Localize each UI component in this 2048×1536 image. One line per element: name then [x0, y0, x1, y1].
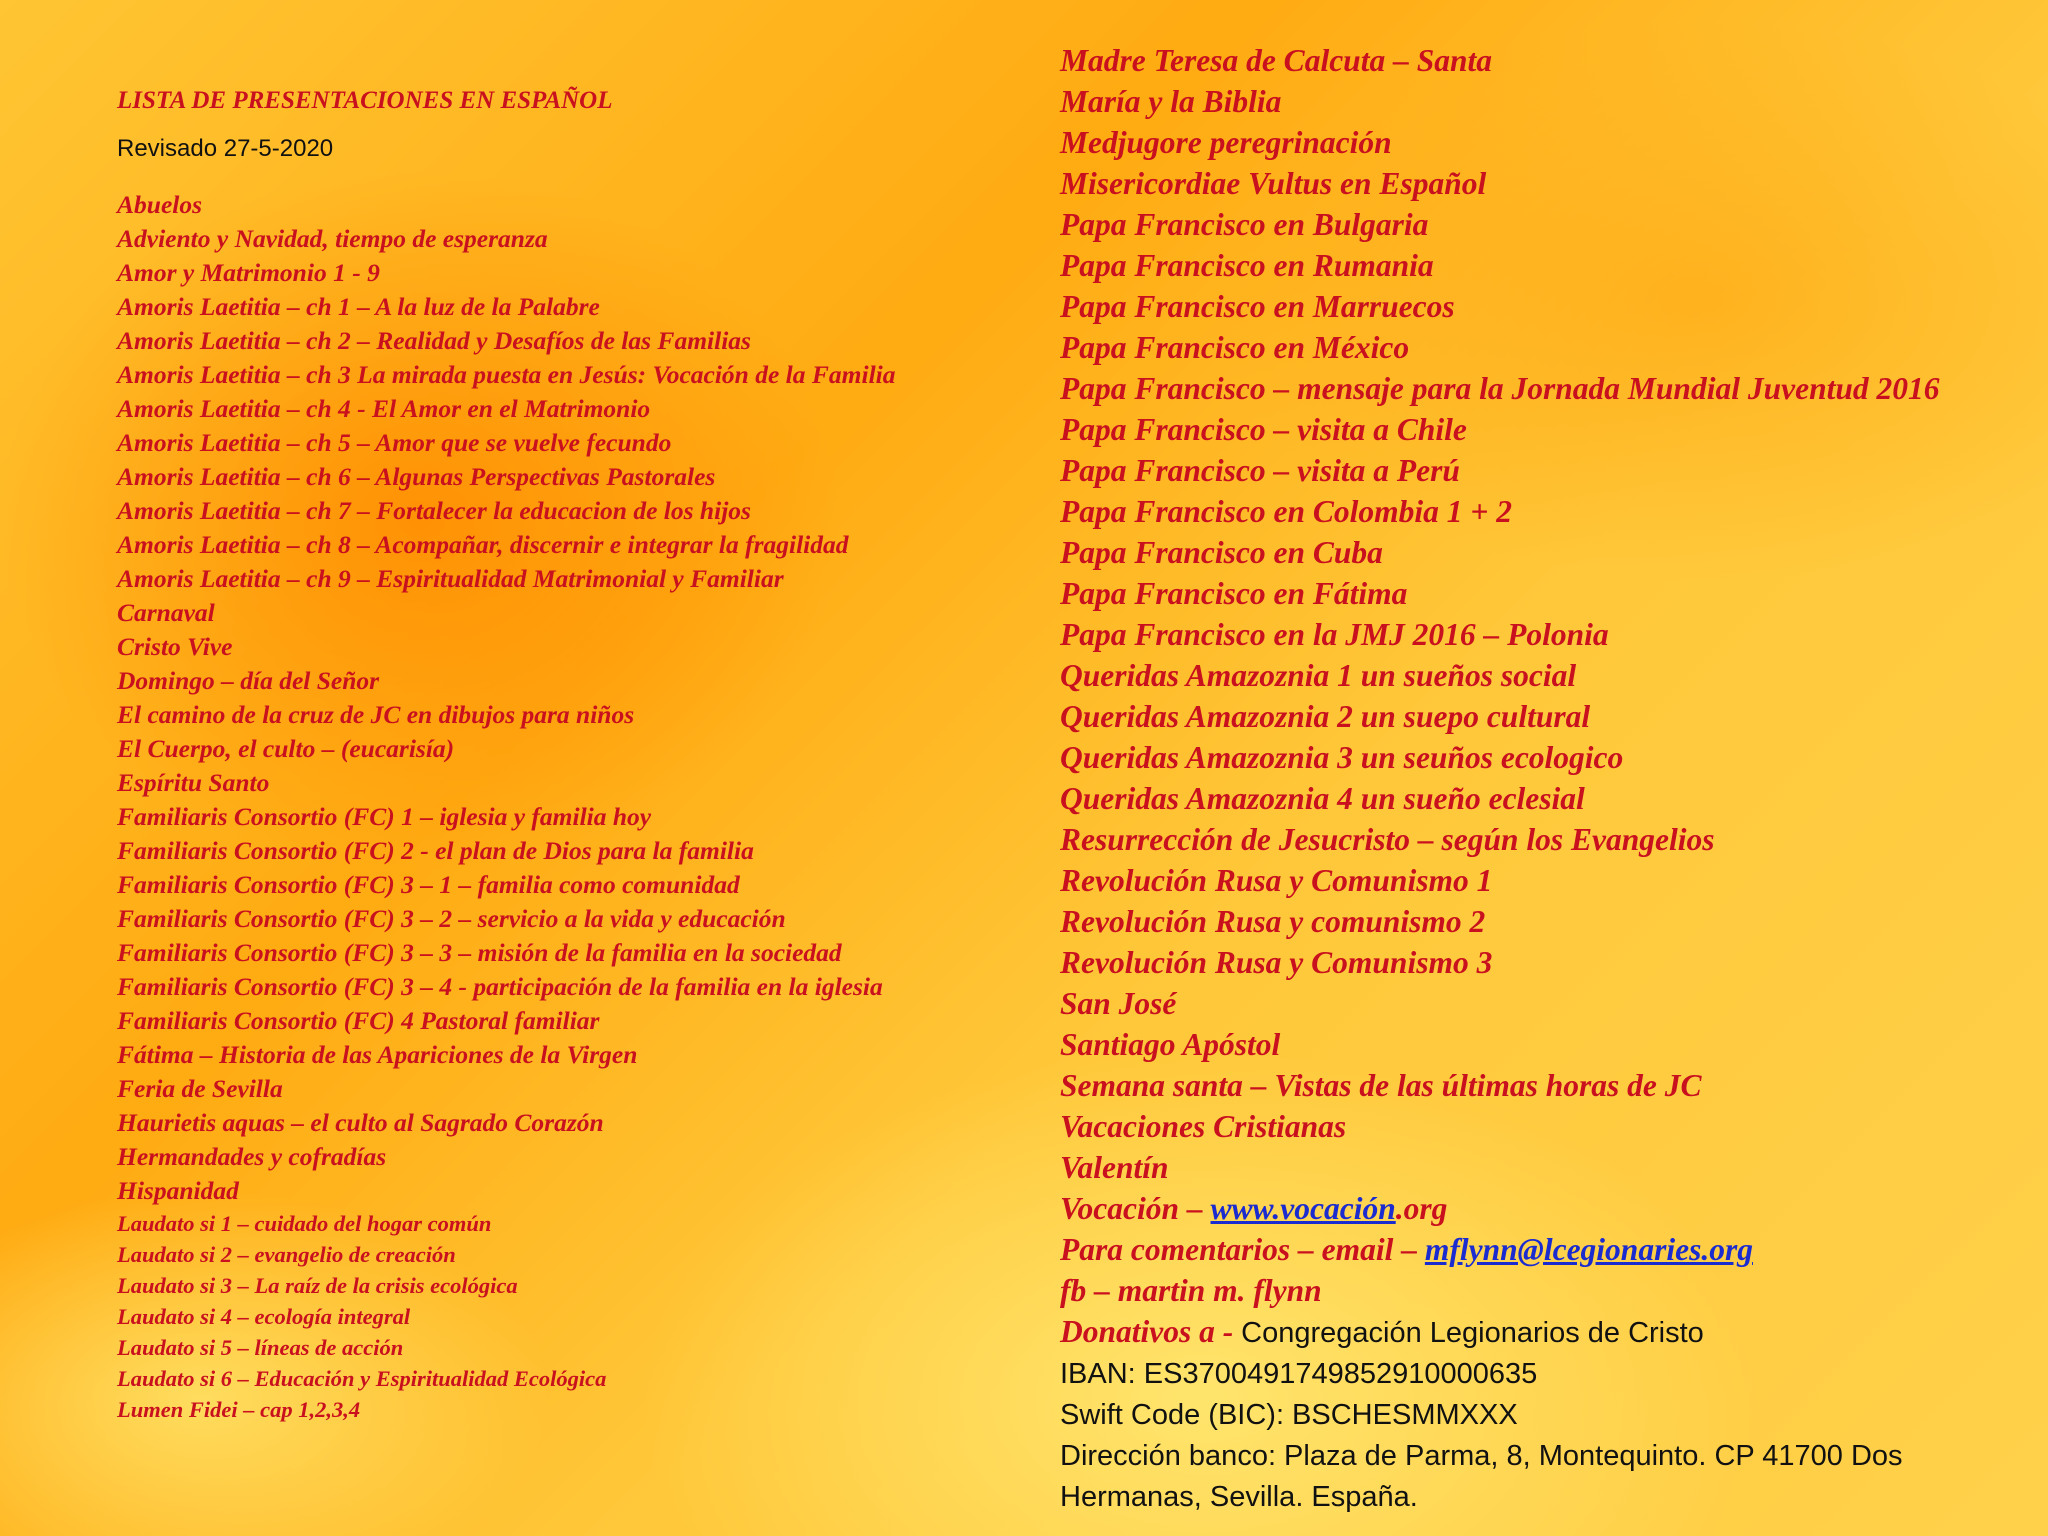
list-item: Amoris Laetitia – ch 2 – Realidad y Desafíos de las Familias [117, 326, 751, 355]
list-item: Semana santa – Vistas de las últimas horas de JC [1060, 1068, 1702, 1103]
comments-line [1060, 1229, 2030, 1270]
vocacion-prefix: Vocación – [1060, 1191, 1211, 1226]
list-item: Papa Francisco en Rumania [1060, 248, 1434, 283]
left-column [117, 84, 1017, 1425]
fb-line: fb – martin m. flynn [1060, 1273, 1322, 1308]
list-item: Santiago Apóstol [1060, 1027, 1281, 1062]
list-item: Espíritu Santo [117, 768, 270, 797]
list-item: Queridas Amazoznia 4 un sueño eclesial [1060, 781, 1585, 816]
list-item: Papa Francisco en Fátima [1060, 576, 1408, 611]
list-item: El Cuerpo, el culto – (eucarisía) [117, 734, 455, 763]
donations-label: Donativos a - [1060, 1314, 1242, 1349]
iban: IBAN: ES3700491749852910000635 [1060, 1358, 1538, 1390]
list-item: Papa Francisco en Cuba [1060, 535, 1383, 570]
list-item: Haurietis aquas – el culto al Sagrado Corazón [117, 1108, 604, 1137]
list-item: Familiaris Consortio (FC) 3 – 4 - participación de la familia en la iglesia [117, 972, 883, 1001]
list-item: Fátima – Historia de las Apariciones de la Virgen [117, 1040, 638, 1069]
list-item: Familiaris Consortio (FC) 3 – 1 – familia como comunidad [117, 870, 740, 899]
list-item: Papa Francisco en Marruecos [1060, 289, 1455, 324]
presentation-list-left-small [117, 1208, 1017, 1425]
list-item: Papa Francisco – visita a Chile [1060, 412, 1467, 447]
list-item: Misericordiae Vultus en Español [1060, 166, 1487, 201]
list-item: Familiaris Consortio (FC) 4 Pastoral familiar [117, 1006, 600, 1035]
revision-date: Revisado 27-5-2020 [117, 135, 334, 162]
list-item: Abuelos [117, 190, 203, 219]
right-column [1060, 40, 2030, 1518]
list-item: Papa Francisco en la JMJ 2016 – Polonia [1060, 617, 1609, 652]
list-item: Laudato si 6 – Educación y Espiritualidad Ecológica [117, 1366, 607, 1391]
list-item: Amoris Laetitia – ch 4 - El Amor en el Matrimonio [117, 394, 651, 423]
list-item: Laudato si 5 – líneas de acción [117, 1335, 404, 1360]
list-item: Familiaris Consortio (FC) 2 - el plan de Dios para la familia [117, 836, 754, 865]
list-item: Hermandades y cofradías [117, 1142, 387, 1171]
list-item: Familiaris Consortio (FC) 1 – iglesia y familia hoy [117, 802, 652, 831]
page-title: LISTA DE PRESENTACIONES EN ESPAÑOL [117, 87, 613, 114]
list-item: Laudato si 3 – La raíz de la crisis ecológica [117, 1273, 518, 1298]
list-item: Lumen Fidei – cap 1,2,3,4 [117, 1397, 361, 1422]
list-item: Familiaris Consortio (FC) 3 – 2 – servicio a la vida y educación [117, 904, 786, 933]
comments-prefix: Para comentarios – email – [1060, 1232, 1425, 1267]
list-item: Medjugore peregrinación [1060, 125, 1392, 160]
list-item: Amor y Matrimonio 1 - 9 [117, 258, 380, 287]
list-item: Amoris Laetitia – ch 8 – Acompañar, discernir e integrar la fragilidad [117, 530, 849, 559]
list-item: El camino de la cruz de JC en dibujos para niños [117, 700, 635, 729]
list-item: Amoris Laetitia – ch 6 – Algunas Perspectivas Pastorales [117, 462, 716, 491]
list-item: Amoris Laetitia – ch 9 – Espiritualidad Matrimonial y Familiar [117, 564, 784, 593]
list-item: Papa Francisco – mensaje para la Jornada Mundial Juventud 2016 [1060, 371, 1940, 406]
list-item: Amoris Laetitia – ch 7 – Fortalecer la educacion de los hijos [117, 496, 751, 525]
swift-code: Swift Code (BIC): BSCHESMMXXX [1060, 1399, 1518, 1431]
list-item: Amoris Laetitia – ch 1 – A la luz de la Palabre [117, 292, 600, 321]
list-item: Laudato si 2 – evangelio de creación [117, 1242, 456, 1267]
list-item: Familiaris Consortio (FC) 3 – 3 – misión de la familia en la sociedad [117, 938, 842, 967]
list-item: Amoris Laetitia – ch 3 La mirada puesta en Jesús: Vocación de la Familia [117, 360, 896, 389]
list-item: Papa Francisco en México [1060, 330, 1410, 365]
list-item: Resurrección de Jesucristo – según los Evangelios [1060, 822, 1715, 857]
list-item: Domingo – día del Señor [117, 666, 380, 695]
donations-line [1060, 1311, 2030, 1354]
list-item: Laudato si 1 – cuidado del hogar común [117, 1211, 492, 1236]
list-item: Madre Teresa de Calcuta – Santa [1060, 43, 1492, 78]
list-item: Feria de Sevilla [117, 1074, 283, 1103]
list-item: Revolución Rusa y comunismo 2 [1060, 904, 1486, 939]
list-item: Papa Francisco en Bulgaria [1060, 207, 1429, 242]
list-item: Queridas Amazoznia 1 un sueños social [1060, 658, 1577, 693]
vocacion-line [1060, 1188, 2030, 1229]
list-item: Cristo Vive [117, 632, 233, 661]
vocacion-suffix: .org [1395, 1191, 1448, 1226]
list-item: Carnaval [117, 598, 215, 627]
list-item: Hispanidad [117, 1176, 239, 1205]
list-item: Queridas Amazoznia 2 un suepo cultural [1060, 699, 1591, 734]
list-item: Valentín [1060, 1150, 1169, 1185]
presentation-list-right [1060, 40, 2030, 1188]
donations-org: Congregación Legionarios de Cristo [1241, 1317, 1704, 1349]
list-item: San José [1060, 986, 1177, 1021]
list-item: Amoris Laetitia – ch 5 – Amor que se vuelve fecundo [117, 428, 672, 457]
bank-address: Dirección banco: Plaza de Parma, 8, Montequinto. CP 41700 Dos Hermanas, Sevilla. España. [1060, 1440, 1903, 1513]
presentation-list-left [117, 188, 1017, 1208]
list-item: Vacaciones Cristianas [1060, 1109, 1347, 1144]
list-item: María y la Biblia [1060, 84, 1282, 119]
list-item: Revolución Rusa y Comunismo 1 [1060, 863, 1493, 898]
list-item: Papa Francisco en Colombia 1 + 2 [1060, 494, 1512, 529]
email-link[interactable]: mflynn@lcegionaries.org [1424, 1232, 1753, 1267]
list-item: Adviento y Navidad, tiempo de esperanza [117, 224, 548, 253]
vocacion-link[interactable]: www.vocación [1210, 1191, 1396, 1226]
list-item: Revolución Rusa y Comunismo 3 [1060, 945, 1493, 980]
list-item: Papa Francisco – visita a Perú [1060, 453, 1460, 488]
list-item: Queridas Amazoznia 3 un seuños ecologico [1060, 740, 1624, 775]
list-item: Laudato si 4 – ecología integral [117, 1304, 411, 1329]
